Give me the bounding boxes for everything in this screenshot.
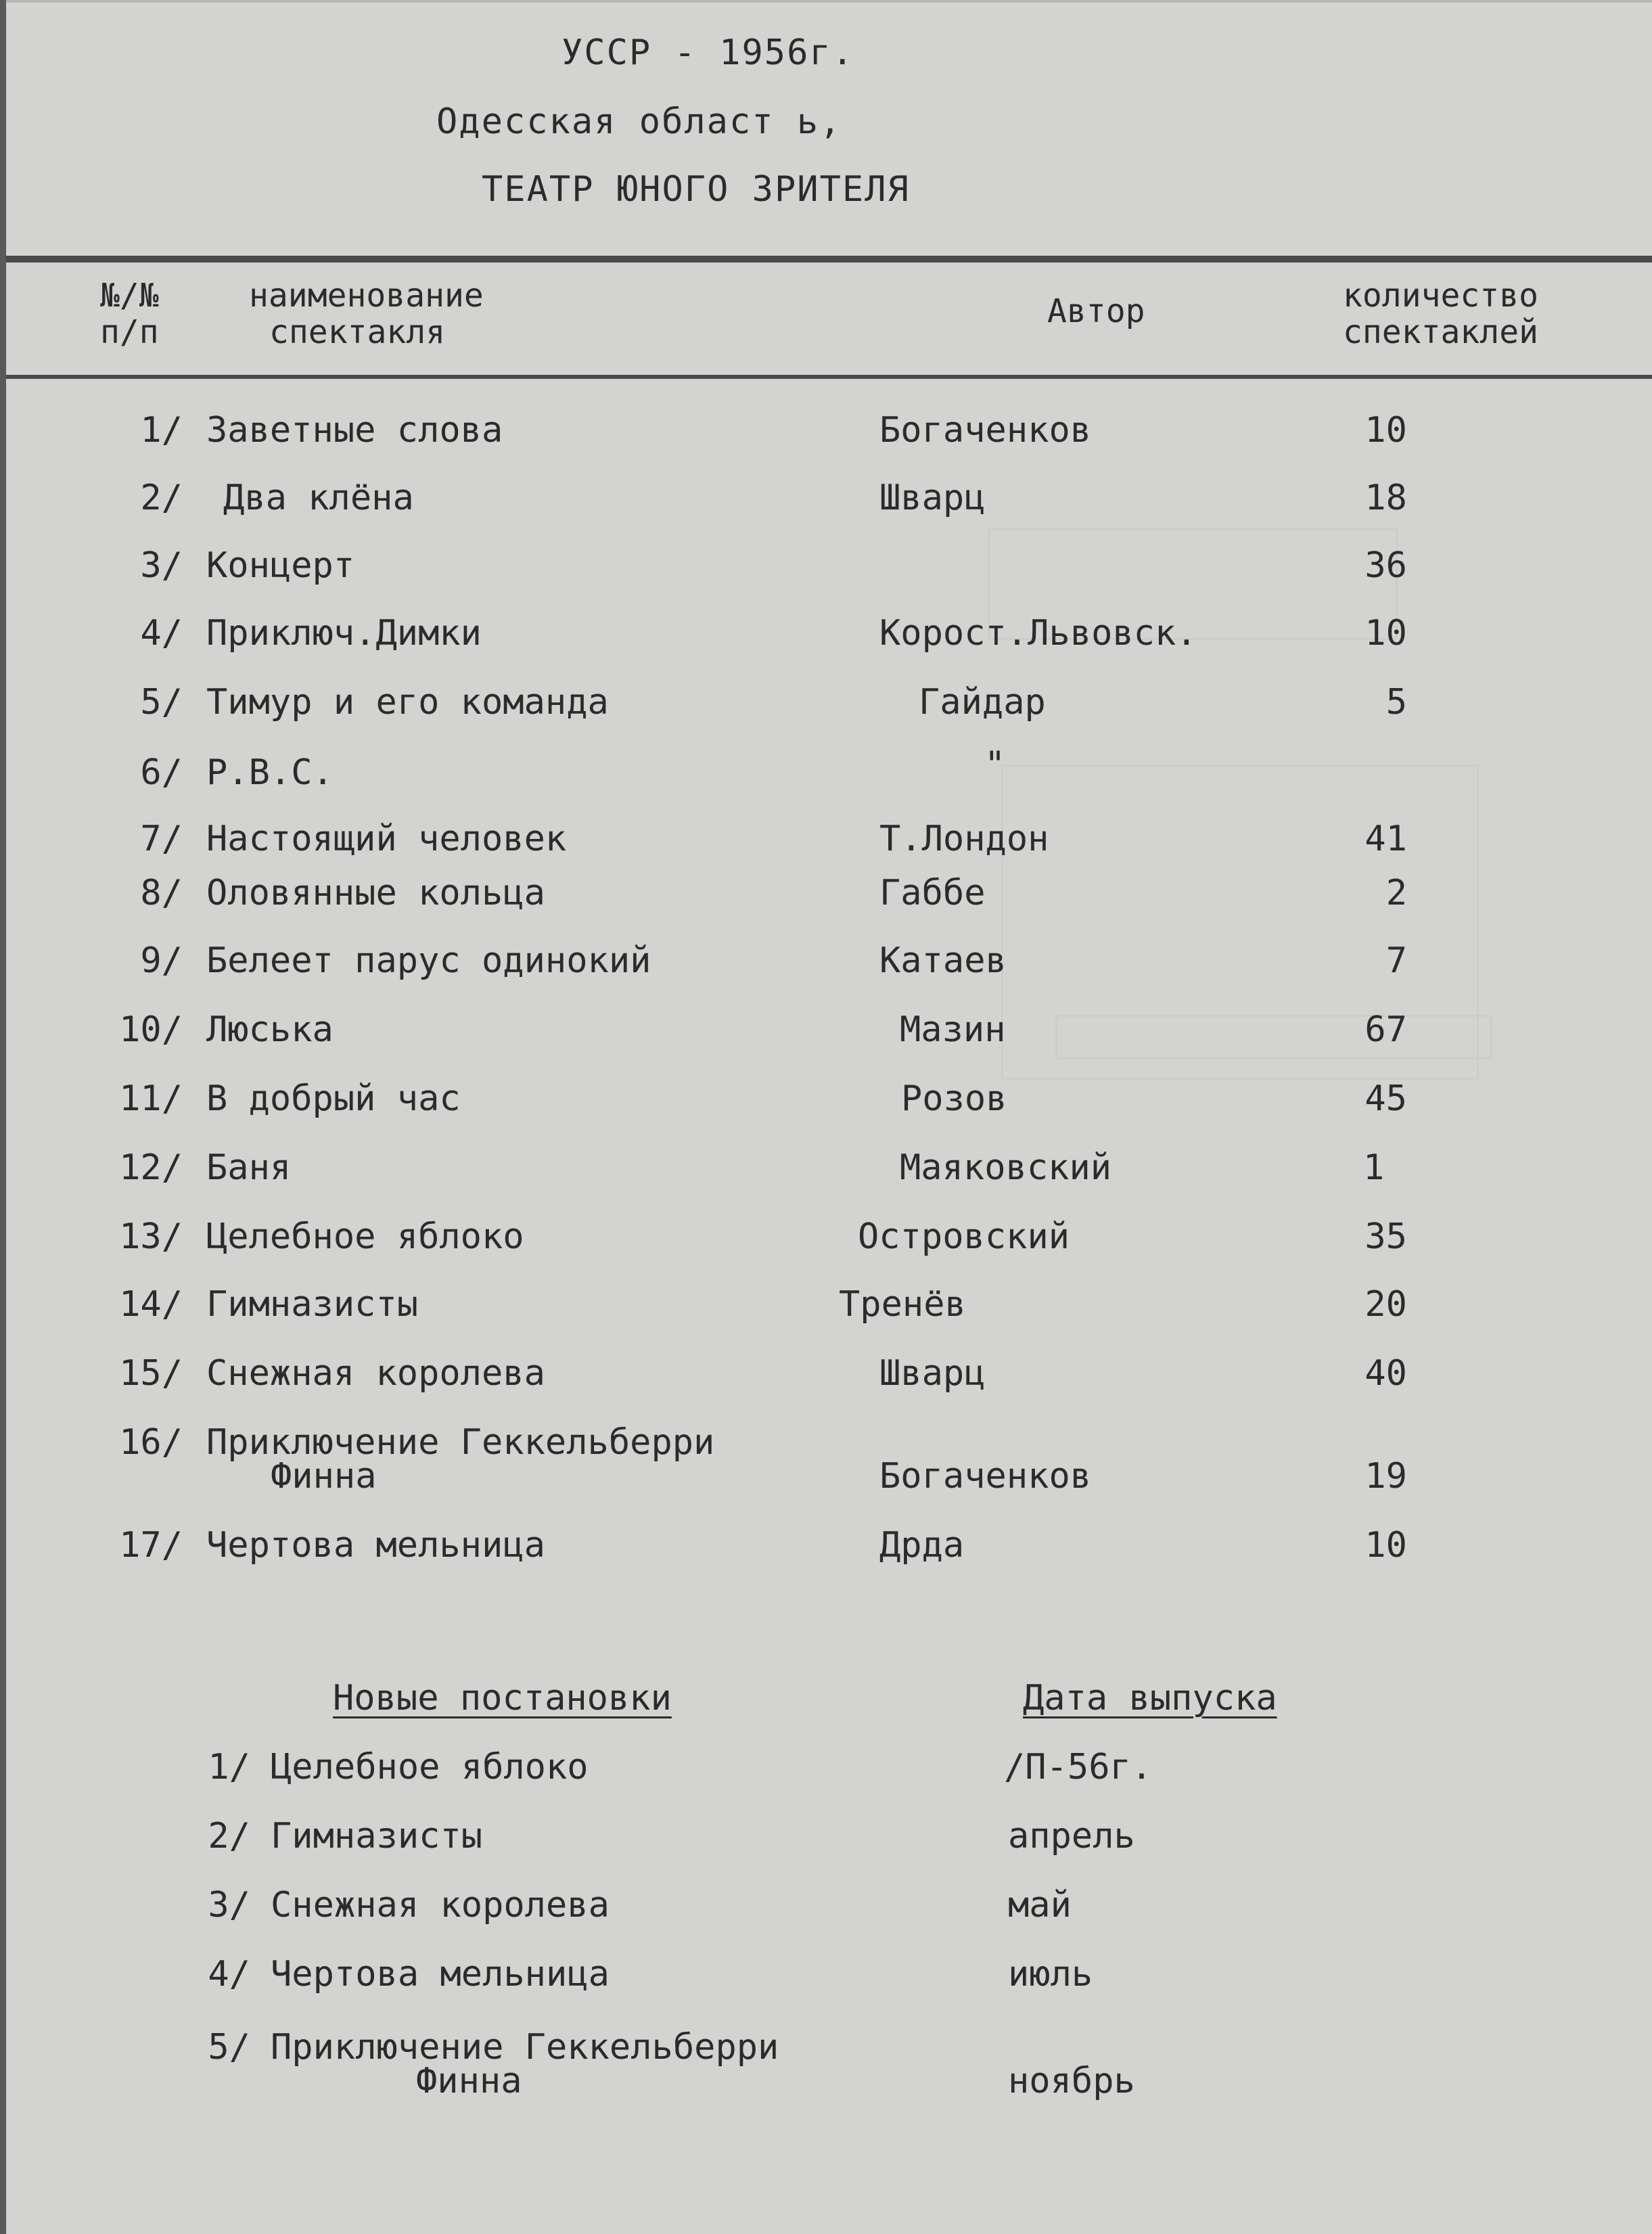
- row-number: 16/: [119, 1422, 183, 1463]
- col-count-header-line-1: количество: [1343, 277, 1538, 315]
- col-author-header: Автор: [1047, 292, 1145, 330]
- list-title: Гимназисты: [271, 1816, 483, 1856]
- list-number: 5/: [208, 2027, 250, 2068]
- row-author: Богаченков: [879, 1456, 1092, 1497]
- col-title-header: [249, 277, 484, 350]
- row-number: 2/: [140, 478, 183, 518]
- row-title: Белеет парус одинокий: [206, 940, 651, 981]
- row-author: Шварц: [879, 478, 986, 518]
- list-number: 4/: [208, 1954, 250, 1994]
- row-number: 5/: [140, 682, 183, 723]
- row-title: Оловянные кольца: [206, 873, 545, 913]
- row-number: 8/: [140, 873, 183, 913]
- col-num-header-line-1: №/№: [100, 277, 159, 315]
- row-title: Р.В.С.: [206, 752, 334, 793]
- row-count: 41: [1364, 819, 1407, 859]
- row-title: Люська: [206, 1009, 334, 1050]
- row-number: 10/: [119, 1009, 183, 1050]
- row-title: Целебное яблоко: [206, 1216, 524, 1257]
- row-number: 13/: [119, 1216, 183, 1257]
- row-author: Корост.Львовск.: [879, 613, 1197, 654]
- row-number: 3/: [140, 545, 183, 586]
- row-number: 17/: [119, 1525, 183, 1566]
- row-author: Дрда: [879, 1525, 965, 1566]
- row-author: Тренёв: [839, 1284, 966, 1325]
- header-line-3: ТЕАТР ЮНОГО ЗРИТЕЛЯ: [482, 169, 910, 210]
- row-number: 11/: [119, 1078, 183, 1119]
- row-number: 9/: [140, 940, 183, 981]
- row-author: Богаченков: [879, 410, 1092, 451]
- list-number: 3/: [208, 1885, 250, 1925]
- row-number: 7/: [140, 819, 183, 859]
- list-title-continuation: Финна: [416, 2061, 522, 2101]
- col-num-header: [100, 277, 159, 350]
- row-count: 40: [1364, 1353, 1407, 1394]
- page-left-edge: [0, 0, 6, 2234]
- row-author: Габбе: [879, 873, 986, 913]
- list-title: Чертова мельница: [271, 1954, 610, 1994]
- row-count: 2: [1385, 873, 1407, 913]
- col-title-header-line-1: наименование: [249, 277, 484, 315]
- list-title: Снежная королева: [271, 1885, 610, 1925]
- row-title: Приключение Геккельберри: [206, 1422, 715, 1463]
- list-number: 1/: [208, 1747, 250, 1787]
- col-count-header-line-2: спектаклей: [1343, 313, 1538, 351]
- row-count: 1: [1363, 1147, 1385, 1188]
- row-count: 45: [1364, 1078, 1407, 1119]
- header-line-2: Одесская област ь,: [436, 101, 842, 142]
- row-author: Гайдар: [919, 682, 1046, 723]
- row-number: 12/: [119, 1147, 183, 1188]
- col-count-header: [1343, 277, 1538, 350]
- row-count: 18: [1364, 478, 1407, 518]
- table-header-rule: [6, 375, 1652, 379]
- new-productions-heading: Новые постановки: [333, 1678, 672, 1718]
- row-number: 1/: [140, 410, 183, 451]
- row-count: 5: [1385, 682, 1407, 723]
- list-title: Приключение Геккельберри: [271, 2027, 779, 2068]
- row-author: Маяковский: [900, 1147, 1112, 1188]
- row-count: 10: [1364, 410, 1407, 451]
- col-title-header-line-2: спектакля: [269, 313, 446, 351]
- row-title: Тимур и его команда: [206, 682, 609, 723]
- row-count: 10: [1364, 1525, 1407, 1566]
- row-count: 35: [1364, 1216, 1407, 1257]
- row-author: Катаев: [879, 940, 1007, 981]
- list-date: июль: [1008, 1954, 1093, 1994]
- row-count: 19: [1364, 1456, 1407, 1497]
- row-author: Розов: [901, 1078, 1007, 1119]
- bleed-through-mark: [1055, 1015, 1492, 1059]
- row-count: 36: [1364, 545, 1407, 586]
- list-date: ноябрь: [1008, 2061, 1135, 2101]
- list-date: май: [1008, 1885, 1072, 1925]
- row-title: Настоящий человек: [206, 819, 567, 859]
- row-title: Концерт: [206, 545, 355, 586]
- list-title: Целебное яблоко: [271, 1747, 589, 1787]
- row-count: 20: [1364, 1284, 1407, 1325]
- row-author-ditto: ": [984, 744, 1006, 785]
- row-title: В добрый час: [206, 1078, 461, 1119]
- header-line-1: УССР - 1956г.: [561, 32, 854, 73]
- row-title: Гимназисты: [206, 1284, 419, 1325]
- table-top-rule: [6, 256, 1652, 263]
- row-count: 7: [1385, 940, 1407, 981]
- row-title-continuation: Финна: [271, 1456, 377, 1497]
- row-title: Заветные слова: [206, 410, 503, 451]
- list-date: /П-56г.: [1004, 1747, 1153, 1787]
- row-title: Баня: [206, 1147, 292, 1188]
- release-date-heading: Дата выпуска: [1023, 1678, 1277, 1718]
- col-num-header-line-2: п/п: [100, 313, 159, 351]
- row-author: Островский: [858, 1216, 1070, 1257]
- row-number: 14/: [119, 1284, 183, 1325]
- list-number: 2/: [208, 1816, 250, 1856]
- row-title: Чертова мельница: [206, 1525, 545, 1566]
- row-title: Два клёна: [223, 478, 414, 518]
- page-top-edge: [6, 0, 1652, 3]
- row-count: 10: [1364, 613, 1407, 654]
- row-author: Шварц: [879, 1353, 986, 1394]
- row-number: 4/: [140, 613, 183, 654]
- row-number: 15/: [119, 1353, 183, 1394]
- row-author: Т.Лондон: [879, 819, 1049, 859]
- list-date: апрель: [1008, 1816, 1135, 1856]
- row-title: Снежная королева: [206, 1353, 545, 1394]
- row-count: 67: [1364, 1009, 1407, 1050]
- row-number: 6/: [140, 752, 183, 793]
- row-title: Приключ.Димки: [206, 613, 482, 654]
- row-author: Мазин: [900, 1009, 1006, 1050]
